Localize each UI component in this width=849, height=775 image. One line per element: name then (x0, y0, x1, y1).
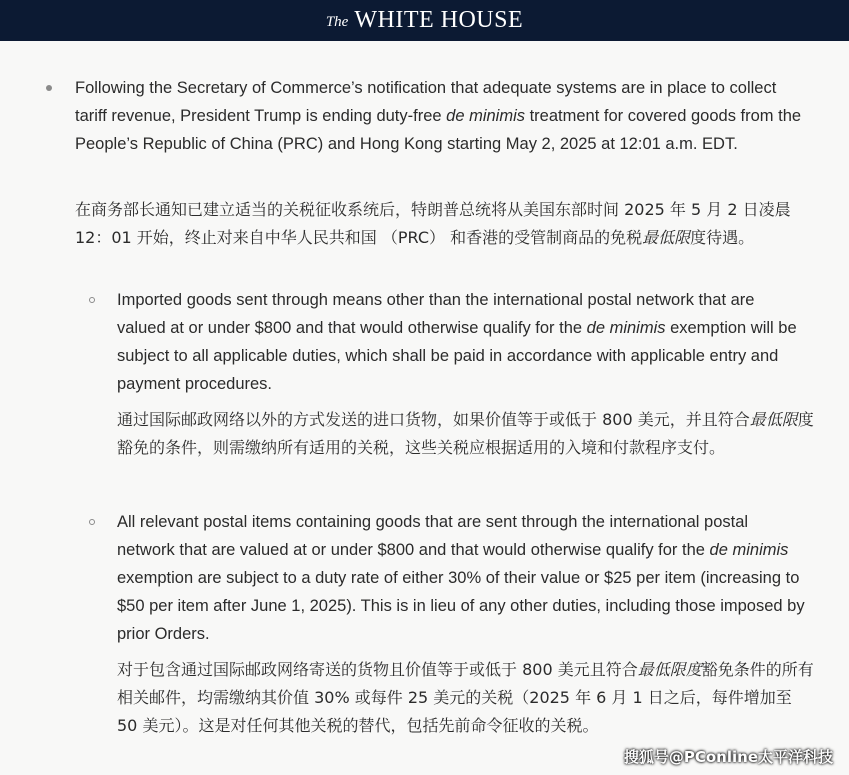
bullet-circle-icon (89, 519, 95, 525)
bullet-disc-icon (46, 85, 52, 91)
bullet1-english: Following the Secretary of Commerce’s notification that adequate systems are in place to collect tariff revenue, President Trump is ending duty-free de minimis treatment for covered goods from the People’s Republic of China (PRC) and Hong Kong starting May 2, 2025 at 12:01 a.m. EDT. (75, 79, 802, 153)
bullet3-english: All relevant postal items containing goods that are sent through the international postal network that are valued at or under $800 and that would otherwise qualify for the de minimis exemption are subject to a duty rate of either 30% of their value or $25 per item (increasing to $50 per item after June 1, 2025). This is in lieu of any other duties, including those imposed by prior Orders. (117, 513, 805, 643)
bullet-circle-icon (89, 297, 95, 303)
watermark: 搜狐号@PConline太平洋科技 (623, 748, 833, 766)
site-header (0, 0, 849, 41)
bullet1-chinese: 在商务部长通知已建立适当的关税征收系统后，特朗普总统将从美国东部时间 2025 年 5 月 2 日凌晨 12：01 开始，终止对来自中华人民共和国 （PRC） 和香港的受管制商品的免税最低限度待遇。 (75, 200, 791, 247)
bullet3-chinese: 对于包含通过国际邮政网络寄送的货物且价值等于或低于 800 美元且符合最低限度豁免条件的所有相关邮件，均需缴纳其价值 30% 或每件 25 美元的关税（2025 年 6 月 1 日之后，每件增加至 50 美元）。这是对任何其他关税的替代，包括先前命令征收的关税。 (117, 660, 814, 735)
brand-the: The (325, 14, 349, 30)
bullet2-english: Imported goods sent through means other than the international postal network that are valued at or under $800 and that would otherwise qualify for the de minimis exemption will be subject to all applicable duties, which shall be paid in accordance with applicable entry and payment procedures. (117, 291, 797, 393)
brand-title[interactable]: WHITE HOUSE (354, 7, 524, 33)
bullet2-chinese: 通过国际邮政网络以外的方式发送的进口货物，如果价值等于或低于 800 美元，并且符合最低限度豁免的条件，则需缴纳所有适用的关税，这些关税应根据适用的入境和付款程序支付。 (117, 410, 814, 457)
